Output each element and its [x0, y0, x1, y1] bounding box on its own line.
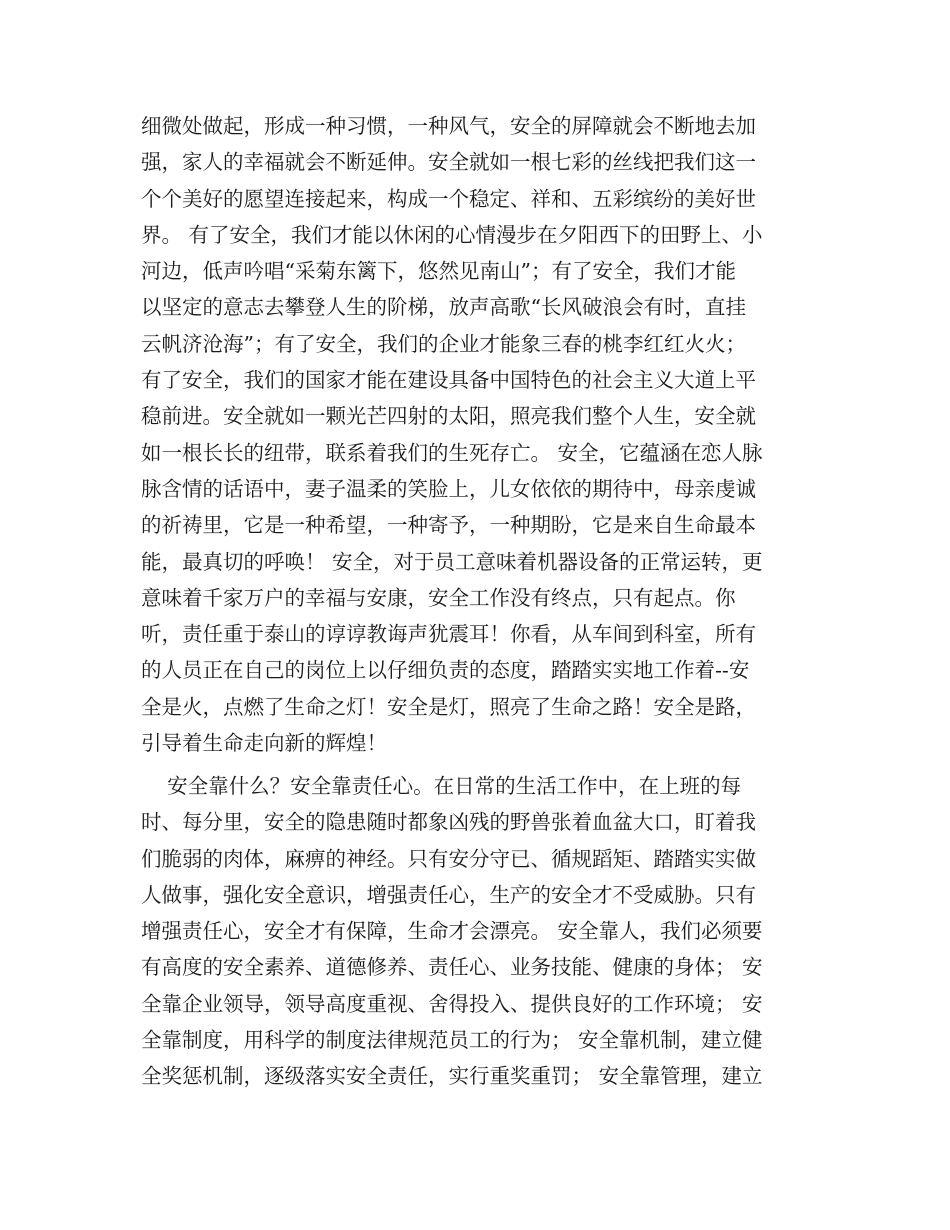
text-line: 能，最真切的呼唤！ 安全，对于员工意味着机器设备的正常运转，更: [141, 549, 763, 574]
text-line: 们脆弱的肉体，麻痹的神经。只有安分守已、循规蹈矩、踏踏实实做: [141, 846, 756, 871]
text-line: 强，家人的幸福就会不断延伸。安全就如一根七彩的丝线把我们这一: [141, 150, 756, 175]
text-line: 意味着千家万户的幸福与安康，安全工作没有终点，只有起点。你: [141, 585, 736, 610]
text-line: 河边，低声吟唱“采菊东篱下，悠然见南山”；有了安全，我们才能: [141, 259, 736, 284]
text-line: 时、每分里，安全的隐患随时都象凶残的野兽张着血盆大口，盯着我: [141, 810, 756, 835]
text-line: 增强责任心，安全才有保障，生命才会漂亮。 安全靠人，我们必须要: [141, 919, 763, 944]
text-line: 细微处做起，形成一种习惯，一种风气，安全的屏障就会不断地去加: [141, 114, 756, 138]
text-line: 的祈祷里，它是一种希望，一种寄予，一种期盼，它是来自生命最本: [141, 513, 756, 538]
text-line: 听，责任重于泰山的谆谆教诲声犹震耳！你看，从车间到科室，所有: [141, 622, 756, 647]
text-line: 全靠企业领导，领导高度重视、舍得投入、提供良好的工作环境； 安: [141, 991, 763, 1016]
text-line: 界。 有了安全，我们才能以休闲的心情漫步在夕阳西下的田野上、小: [141, 222, 763, 247]
text-line: 脉含情的话语中，妻子温柔的笑脸上，儿女依依的期待中，母亲虔诚: [141, 476, 756, 501]
text-line: 的人员正在自己的岗位上以仔细负责的态度，踏踏实实地工作着--安: [141, 658, 750, 683]
text-line: 云帆济沧海”；有了安全，我们的企业才能象三春的桃李红红火火；: [141, 331, 746, 356]
text-line: 全靠制度，用科学的制度法律规范员工的行为； 安全靠机制，建立健: [141, 1028, 763, 1053]
text-line: 以坚定的意志去攀登人生的阶梯，放声高歌“长风破浪会有时，直挂: [141, 295, 746, 320]
paragraph-1: [141, 108, 821, 761]
text-line: 引导着生命走向新的辉煌！: [141, 731, 387, 756]
text-line: 个个美好的愿望连接起来，构成一个稳定、祥和、五彩缤纷的美好世: [141, 186, 756, 211]
paragraph-2: [141, 768, 821, 1095]
text-line: 全奖惩机制，逐级落实安全责任，实行重奖重罚； 安全靠管理，建立: [141, 1064, 763, 1089]
text-line: 稳前进。安全就如一颗光芒四射的太阳，照亮我们整个人生，安全就: [141, 404, 756, 429]
text-line: 安全靠什么？安全靠责任心。在日常的生活工作中，在上班的每: [141, 774, 742, 798]
text-line: 如一根长长的纽带，联系着我们的生死存亡。 安全，它蕴涵在恋人脉: [141, 440, 763, 465]
text-line: 有高度的安全素养、道德修养、责任心、业务技能、健康的身体； 安: [141, 955, 763, 980]
text-line: 全是火，点燃了生命之灯！安全是灯，照亮了生命之路！安全是路，: [141, 694, 756, 719]
text-line: 有了安全，我们的国家才能在建设具备中国特色的社会主义大道上平: [141, 368, 756, 393]
text-line: 人做事，强化安全意识，增强责任心，生产的安全才不受威胁。只有: [141, 882, 756, 907]
